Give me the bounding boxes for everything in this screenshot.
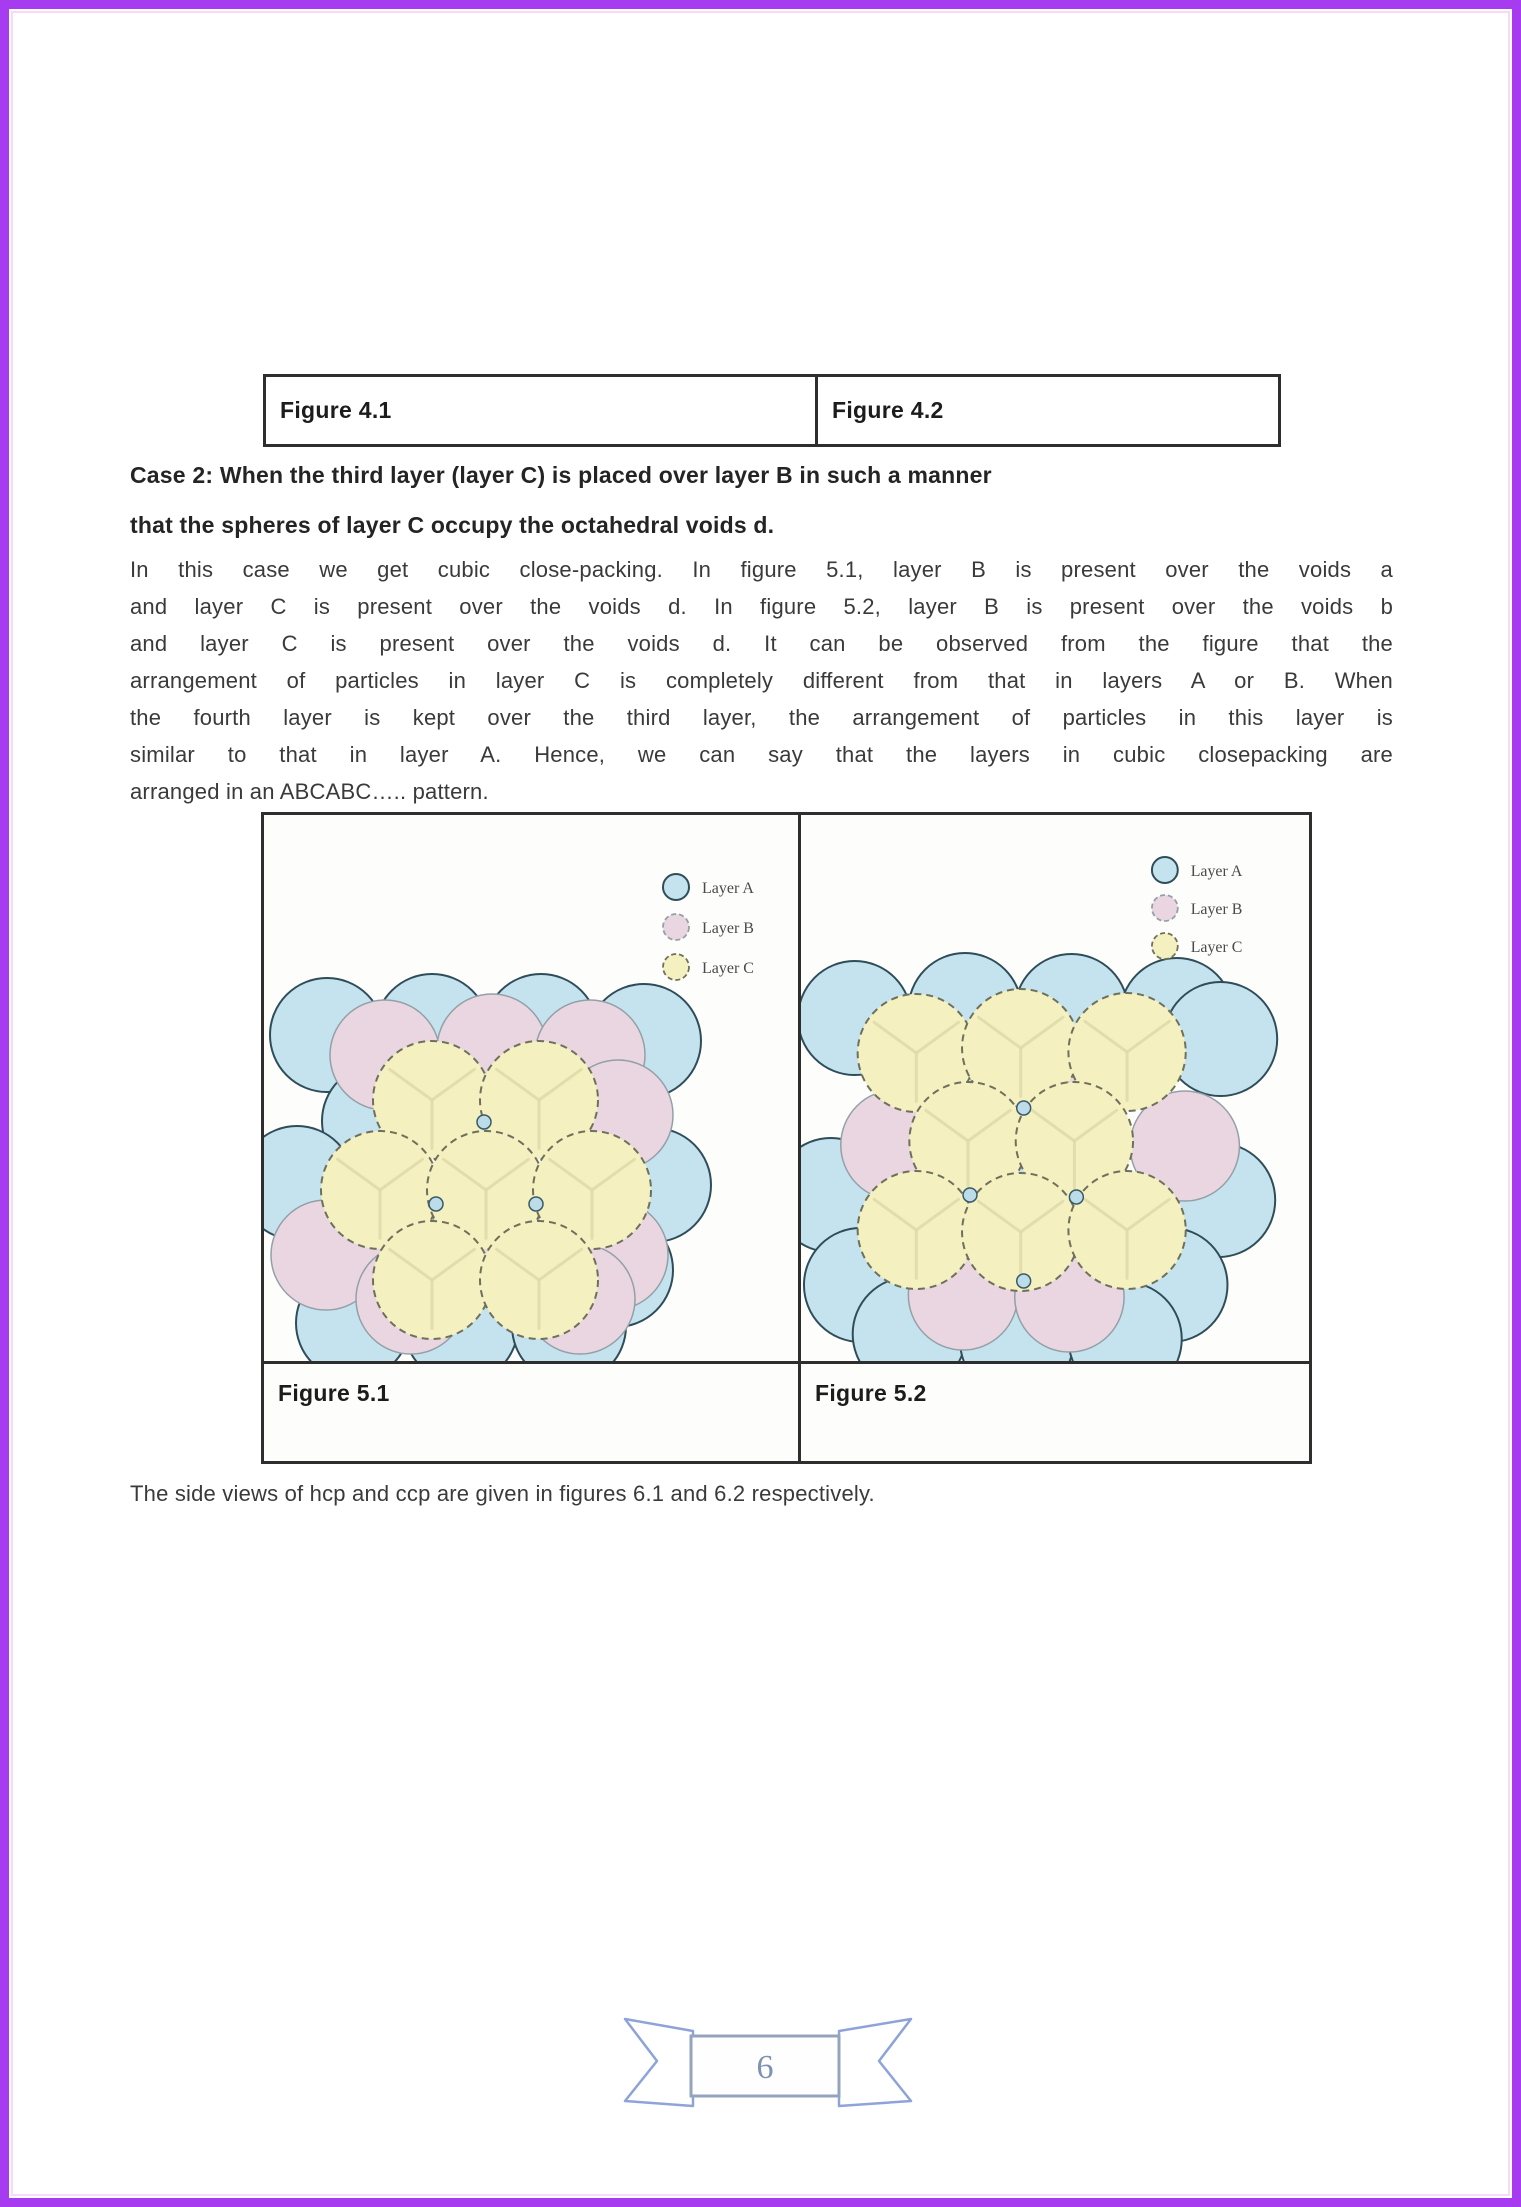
figure-5-1-image-cell (264, 815, 801, 1361)
figure-5-2-image-cell (801, 815, 1309, 1361)
paragraph-line: the fourth layer is kept over the third layer, the arrangement of particles in this layer is (130, 705, 1393, 730)
paragraph-line: In this case we get cubic close-packing. In figure 5.1, layer B is present over the voids a (130, 557, 1393, 582)
figure-5-1-diagram (264, 815, 798, 1361)
octahedral-void-marker (1017, 1274, 1031, 1288)
figure-5-image-row (264, 815, 1309, 1361)
paragraph-line: arranged in an ABCABC….. pattern. (130, 779, 489, 804)
legend-layer-c-icon (1152, 933, 1178, 959)
figure-5-1-caption: Figure 5.1 (264, 1364, 801, 1461)
figure-5-2-diagram (801, 815, 1309, 1361)
octahedral-void-marker (477, 1115, 491, 1129)
figure-5-2-caption: Figure 5.2 (815, 1380, 927, 1406)
legend-layer-b-icon (1152, 895, 1178, 921)
paragraph-line: arrangement of particles in layer C is completely different from that in layers A or B. When (130, 668, 1393, 693)
legend-layer-a-icon (1152, 857, 1178, 883)
side-views-sentence: The side views of hcp and ccp are given in figures 6.1 and 6.2 respectively. (130, 1481, 875, 1506)
paragraph-line: and layer C is present over the voids d. In figure 5.2, layer B is present over the voids b (130, 594, 1393, 619)
page-number-ribbon (609, 2011, 939, 2111)
figure-5-caption-row (264, 1361, 1309, 1461)
ribbon-right-flag (839, 2019, 911, 2106)
body-paragraph (130, 551, 1393, 810)
page-number: 6 (756, 2049, 774, 2086)
layer-c-sphere (480, 1221, 598, 1339)
legend-entry-layer-b (1152, 895, 1242, 921)
layer-c-sphere (373, 1221, 491, 1339)
legend-layer-c-label: Layer C (702, 960, 754, 977)
heading-line-2: that the spheres of layer C occupy the octahedral voids d. (130, 512, 775, 538)
paragraph-line: and layer C is present over the voids d. It can be observed from the figure that the (130, 631, 1393, 656)
octahedral-void-marker (1017, 1101, 1031, 1115)
layer-c-sphere (1068, 1171, 1185, 1289)
figure-5-table (261, 812, 1312, 1464)
legend-entry-layer-b (663, 914, 754, 940)
figure-4-1-caption: Figure 4.1 (266, 377, 818, 444)
octahedral-void-marker (1069, 1190, 1083, 1204)
heading-line-1: Case 2: When the third layer (layer C) is placed over layer B in such a manner (130, 462, 992, 488)
legend-layer-b-label: Layer B (1190, 900, 1243, 919)
legend-layer-c-label: Layer C (1190, 938, 1243, 957)
ribbon-left-flag (625, 2019, 693, 2106)
legend-layer-b-icon (663, 914, 689, 940)
case-2-heading (130, 450, 1410, 550)
legend-entry-layer-a (1152, 857, 1243, 883)
legend-layer-a-label: Layer A (702, 880, 754, 897)
legend-entry-layer-c (663, 954, 754, 980)
legend-layer-a-icon (663, 874, 689, 900)
figure-4-caption-table (263, 374, 1281, 447)
legend-layer-a-label: Layer A (1190, 862, 1243, 881)
octahedral-void-marker (963, 1188, 977, 1202)
octahedral-void-marker (429, 1197, 443, 1211)
legend-entry-layer-c (1152, 933, 1242, 959)
layer-c-sphere (858, 1171, 975, 1289)
legend-entry-layer-a (663, 874, 754, 900)
layer-c-sphere (962, 1173, 1079, 1291)
paragraph-line: similar to that in layer A. Hence, we can say that the layers in cubic closepacking are (130, 742, 1393, 767)
octahedral-void-marker (529, 1197, 543, 1211)
figure-4-2-caption: Figure 4.2 (832, 397, 944, 423)
legend-layer-c-icon (663, 954, 689, 980)
legend-layer-b-label: Layer B (702, 920, 754, 937)
